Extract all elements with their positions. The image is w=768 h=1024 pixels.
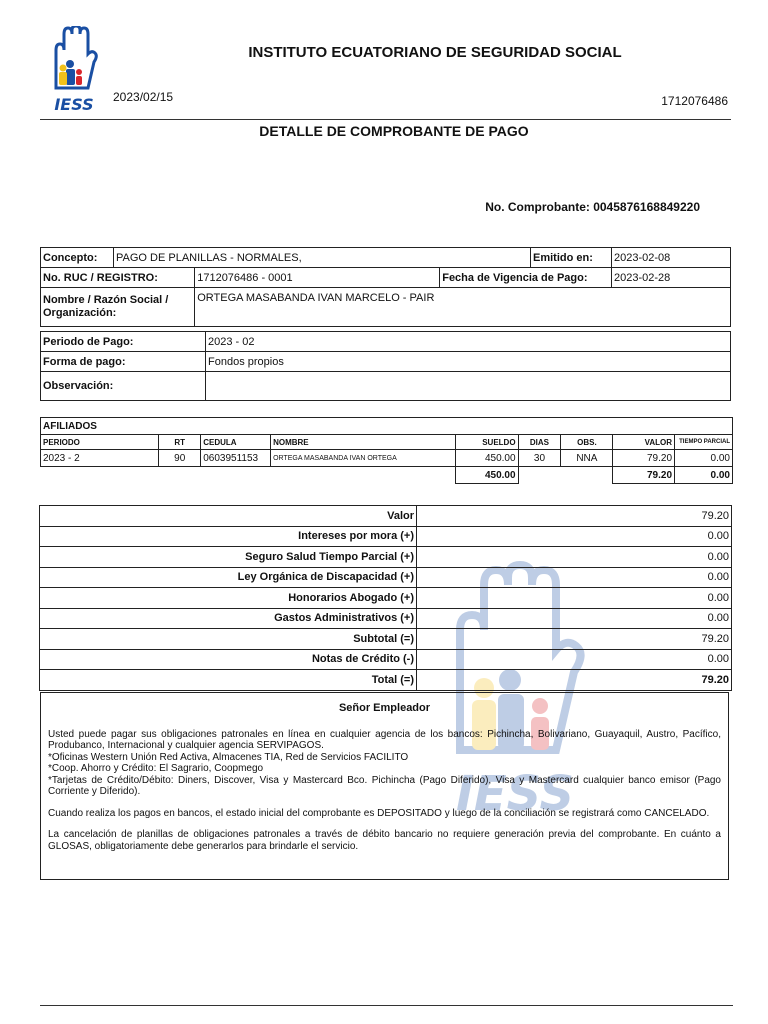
summary-label: Honorarios Abogado (+) [40,588,417,609]
organization-name: INSTITUTO ECUATORIANO DE SEGURIDAD SOCIAL [248,44,622,61]
summary-row-notas [40,649,732,670]
notice-title: Señor Empleador [338,702,431,714]
summary-label: Intereses por mora (+) [40,526,417,547]
info-table [40,247,731,327]
row-cedula: 0603951153 [201,450,271,467]
col-nombre: NOMBRE [271,435,456,450]
col-periodo: PERIODO [41,435,159,450]
row-nombre: ORTEGA MASABANDA IVAN ORTEGA [271,450,456,467]
summary-label: Gastos Administrativos (+) [40,608,417,629]
forma-label: Forma de pago: [41,352,206,372]
row-obs: NNA [561,450,613,467]
iess-logo [48,26,100,114]
row-dias: 30 [518,450,561,467]
table-row [41,450,733,467]
nombre-value: ORTEGA MASABANDA IVAN MARCELO - PAIR [195,288,731,327]
summary-value: 0.00 [417,547,732,568]
summary-row-discapacidad [40,567,732,588]
document-title: DETALLE DE COMPROBANTE DE PAGO [259,123,529,139]
summary-row-subtotal [40,629,732,650]
total-valor: 79.20 [613,467,675,484]
row-rt: 90 [159,450,201,467]
issue-date: 2023/02/15 [113,90,174,104]
col-cedula: CEDULA [201,435,271,450]
observacion-value [206,372,731,401]
totals-row [41,467,733,484]
summary-value: 0.00 [417,649,732,670]
watermark-text: IESS [455,766,575,822]
total-tiempo-parcial: 0.00 [675,467,733,484]
nombre-label-line1: Nombre / Razón Social / [43,294,169,306]
nombre-label [41,288,195,327]
col-obs: OBS. [561,435,613,450]
afiliados-title: AFILIADOS [41,418,733,435]
summary-value: 79.20 [417,629,732,650]
header-divider [40,119,731,120]
summary-label: Total (=) [40,670,417,691]
ruc-label: No. RUC / REGISTRO: [41,268,195,288]
notice-banks: Usted puede pagar sus obligaciones patronales en línea en cualquier agencia de los bancos: Pichincha, Bolivariano, Guayaquil, Austro, Pacífico, Produbanco, Internacional y cualquier agencia SERVIPAGOS. [48,728,721,751]
svg-text:IESS: IESS [54,95,94,114]
summary-value: 79.20 [417,506,732,527]
row-sueldo: 450.00 [456,450,518,467]
notice-debit: La cancelación de planillas de obligaciones patronales a través de débito bancario no requiere generación previa del comprobante. En cuánto a GLOSAS, obligatoriamente debe generarlos para brindarle el servicio. [48,829,721,852]
periodo-label: Periodo de Pago: [41,332,206,352]
summary-row-gastos [40,608,732,629]
summary-value: 0.00 [417,526,732,547]
notice-offices: *Oficinas Western Unión Red Activa, Almacenes TIA, Red de Servicios FACILITO [48,751,409,763]
summary-row-honorarios [40,588,732,609]
comprobante-number: No. Comprobante: 0045876168849220 [485,200,700,214]
summary-label: Subtotal (=) [40,629,417,650]
summary-row-intereses [40,526,732,547]
vigencia-label: Fecha de Vigencia de Pago: [440,268,612,288]
afiliados-table [40,417,733,484]
col-dias: DIAS [518,435,561,450]
col-rt: RT [159,435,201,450]
summary-value: 0.00 [417,567,732,588]
vigencia-value: 2023-02-28 [612,268,731,288]
forma-value: Fondos propios [206,352,731,372]
ruc-value: 1712076486 - 0001 [195,268,440,288]
row-periodo: 2023 - 2 [41,450,159,467]
nombre-label-line2: Organización: [43,307,117,319]
summary-label: Valor [40,506,417,527]
summary-value: 79.20 [417,670,732,691]
summary-row-valor [40,506,732,527]
summary-row-seguro [40,547,732,568]
employer-notice [40,692,729,880]
notice-cards: *Tarjetas de Crédito/Débito: Diners, Discover, Visa y Mastercard Bco. Pichincha (Pago Diferido), Visa y Mastercard cualquier banco emisor (Pago Corriente y Diferido). [48,774,721,797]
footer-divider [40,1005,733,1006]
summary-label: Ley Orgánica de Discapacidad (+) [40,567,417,588]
summary-label: Seguro Salud Tiempo Parcial (+) [40,547,417,568]
notice-paragraph [48,729,721,798]
row-tiempo-parcial: 0.00 [675,450,733,467]
summary-table [39,505,732,691]
ruc-number: 1712076486 [661,94,728,108]
notice-status: Cuando realiza los pagos en bancos, el estado inicial del comprobante es DEPOSITADO y luego de la conciliación se registrará como CANCELADO. [48,807,710,819]
emitido-value: 2023-02-08 [612,248,731,268]
summary-label: Notas de Crédito (-) [40,649,417,670]
payment-table [40,331,731,401]
summary-value: 0.00 [417,588,732,609]
emitido-label: Emitido en: [531,248,612,268]
periodo-value: 2023 - 02 [206,332,731,352]
total-sueldo: 450.00 [456,467,518,484]
col-sueldo: SUELDO [456,435,518,450]
notice-coops: *Coop. Ahorro y Crédito: El Sagrario, Coopmego [48,763,264,774]
col-valor: VALOR [613,435,675,450]
observacion-label: Observación: [41,372,206,401]
concepto-label: Concepto: [41,248,114,268]
concepto-value: PAGO DE PLANILLAS - NORMALES, [114,248,531,268]
summary-value: 0.00 [417,608,732,629]
row-valor: 79.20 [613,450,675,467]
summary-row-total [40,670,732,691]
col-tiempo-parcial: TIEMPO PARCIAL [675,435,733,450]
